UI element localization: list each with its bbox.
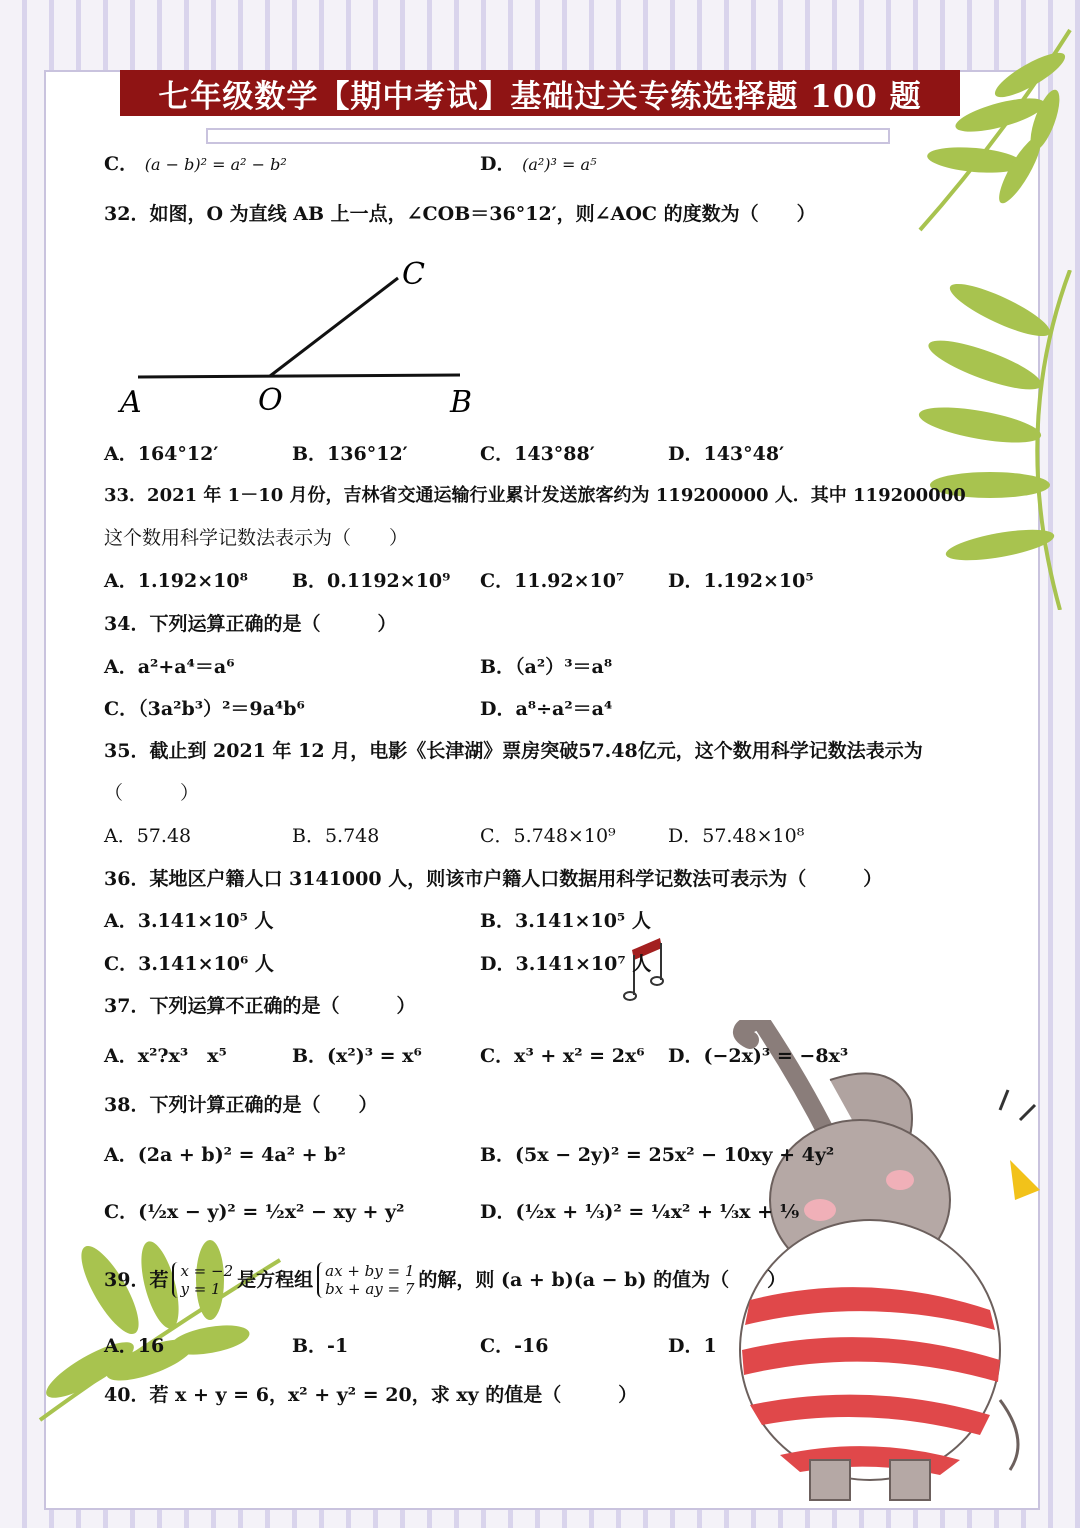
leaf-decoration-right	[900, 270, 1080, 610]
q39-system-2-line1: ax + by = 1	[325, 1262, 415, 1280]
q31-option-c-label: C．	[104, 153, 139, 175]
q32-option-a[interactable]: A．164°12′	[104, 443, 219, 465]
q39-suffix: 的解，则 (a + b)(a − b) 的值为（ ）	[418, 1269, 787, 1291]
q38-option-c[interactable]: C．(½x − y)² = ½x² − xy + y²	[104, 1201, 405, 1223]
q35-option-a[interactable]: A．57.48	[104, 825, 192, 847]
q37-option-b[interactable]: B．(x²)³ = x⁶	[292, 1045, 422, 1067]
figure-label-b: B	[450, 385, 473, 420]
figure-label-c: C	[402, 257, 425, 292]
q32-option-c[interactable]: C．143°88′	[480, 443, 595, 465]
leaf-decoration-top-right	[880, 20, 1080, 240]
q39-system-2-line2: bx + ay = 7	[325, 1280, 415, 1298]
q36-option-a[interactable]: A．3.141×10⁵ 人	[104, 910, 274, 932]
q38-option-a[interactable]: A．(2a + b)² = 4a² + b²	[104, 1144, 346, 1166]
q39-prefix: 39．若	[104, 1269, 169, 1291]
q34-option-d[interactable]: D．a⁸÷a²＝a⁴	[480, 698, 613, 720]
q39-system-1-line1: x = −2	[180, 1262, 234, 1280]
q34-stem: 34．下列运算正确的是（ ）	[104, 613, 397, 635]
q35-option-b[interactable]: B．5.748	[292, 825, 380, 847]
q34-option-c[interactable]: C．（3a²b³）²＝9a⁴b⁶	[104, 698, 305, 720]
q37-option-d[interactable]: D．(−2x)³ = −8x³	[668, 1045, 849, 1067]
q31-option-d-expr: (a²)³ = a⁵	[522, 155, 597, 174]
q39-option-d[interactable]: D．1	[668, 1335, 717, 1357]
q39-system-1	[172, 1262, 233, 1298]
q39-option-c[interactable]: C．-16	[480, 1335, 549, 1357]
q32-stem: 32．如图，O 为直线 AB 上一点，∠COB＝36°12′，则∠AOC 的度数为（ ）	[104, 203, 816, 225]
q34-option-b[interactable]: B．（a²）³＝a⁸	[480, 656, 613, 678]
q39-system-1-line2: y = 1	[180, 1280, 221, 1298]
q33-option-a[interactable]: A．1.192×10⁸	[104, 570, 248, 592]
q36-option-b[interactable]: B．3.141×10⁵ 人	[480, 910, 651, 932]
q31-option-d-label: D．	[480, 153, 516, 175]
q33-option-c[interactable]: C．11.92×10⁷	[480, 570, 625, 592]
q33-stem-line1: 33．2021 年 1－10 月份，吉林省交通运输行业累计发送旅客约为 119200000 人．其中 119200000	[104, 485, 966, 506]
q33-option-d[interactable]: D．1.192×10⁵	[668, 570, 814, 592]
q37-option-a[interactable]: A．x²?x³ x⁵	[104, 1045, 227, 1067]
q38-option-b[interactable]: B．(5x − 2y)² = 25x² − 10xy + 4y²	[480, 1144, 835, 1166]
q31-option-c-expr: (a − b)² = a² − b²	[144, 155, 287, 174]
q35-option-c[interactable]: C．5.748×10⁹	[480, 825, 616, 847]
q33-stem-line2: 这个数用科学记数法表示为（ ）	[104, 527, 409, 549]
q39-option-b[interactable]: B．-1	[292, 1335, 349, 1357]
q31-option-d[interactable]	[480, 150, 597, 179]
q32-option-b[interactable]: B．136°12′	[292, 443, 408, 465]
figure-label-a: A	[120, 385, 142, 420]
q35-stem-line1: 35．截止到 2021 年 12 月，电影《长津湖》票房突破57.48亿元，这个数用科学记数法表示为	[104, 740, 923, 762]
q38-option-d[interactable]: D．(½x + ⅓)² = ¼x² + ⅓x + ⅑	[480, 1201, 800, 1223]
q39-middle: 是方程组	[237, 1269, 314, 1291]
q32-angle-figure	[100, 250, 500, 425]
q36-option-c[interactable]: C．3.141×10⁶ 人	[104, 953, 274, 975]
q36-option-d[interactable]: D．3.141×10⁷ 人	[480, 953, 652, 975]
q35-option-d[interactable]: D．57.48×10⁸	[668, 825, 805, 847]
q39-stem	[104, 1260, 786, 1300]
figure-label-o: O	[258, 383, 283, 418]
q36-stem: 36．某地区户籍人口 3141000 人，则该市户籍人口数据用科学记数法可表示为（ ）	[104, 868, 883, 890]
q39-system-2	[317, 1262, 414, 1298]
q31-option-c[interactable]	[104, 150, 287, 179]
q37-option-c[interactable]: C．x³ + x² = 2x⁶	[480, 1045, 645, 1067]
q38-stem: 38．下列计算正确的是（ ）	[104, 1094, 378, 1116]
q34-option-a[interactable]: A．a²+a⁴＝a⁶	[104, 656, 235, 678]
q32-option-d[interactable]: D．143°48′	[668, 443, 785, 465]
q40-stem: 40．若 x + y = 6，x² + y² = 20，求 xy 的值是（ ）	[104, 1384, 638, 1406]
q37-stem: 37．下列运算不正确的是（ ）	[104, 995, 416, 1017]
q39-option-a[interactable]: A．16	[104, 1335, 165, 1357]
q35-stem-line2: （ ）	[104, 782, 200, 804]
page-title: 七年级数学【期中考试】基础过关专练选择题 100 题	[120, 70, 960, 116]
title-underline-box	[206, 128, 890, 144]
q33-option-b[interactable]: B．0.1192×10⁹	[292, 570, 451, 592]
